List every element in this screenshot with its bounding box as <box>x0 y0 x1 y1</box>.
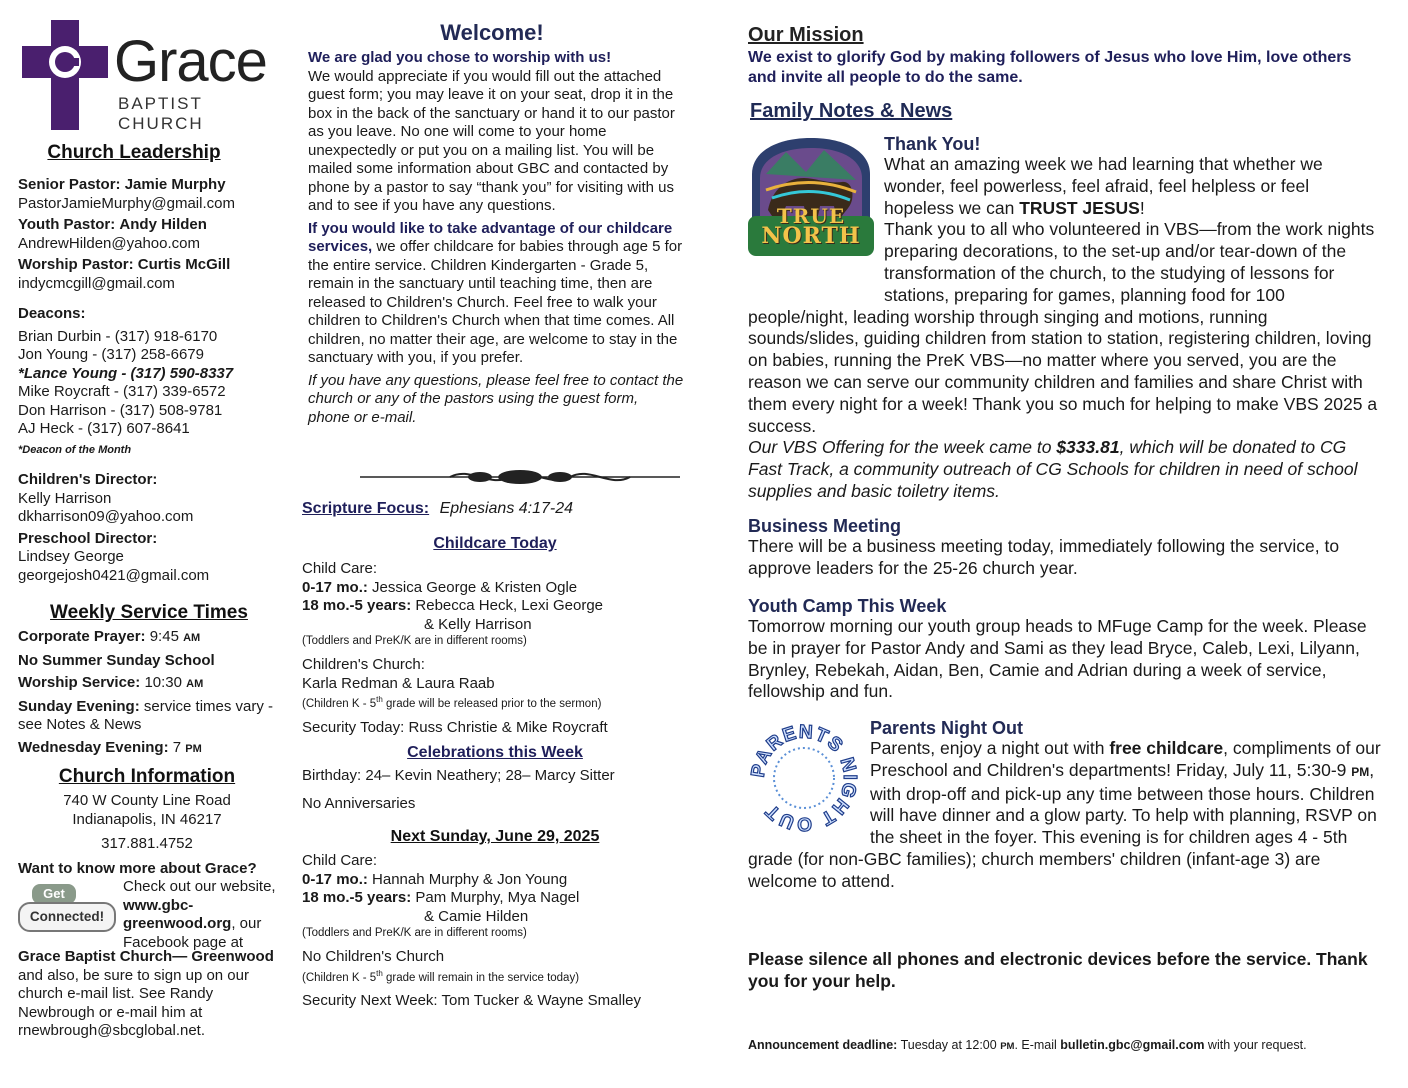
children-director-label: Children's Director: <box>18 471 158 488</box>
birthday-label: Birthday: <box>302 767 362 784</box>
signup-instructions: and also, be sure to sign up on our church e-mail list. See Randy Newbrough or e-mail him at rnewbrough@sbcglobal.net. <box>18 966 249 1039</box>
welcome-paragraph-1: We would appreciate if you would fill out the attached guest form; you may leave it on your seat, drop it in the box in the back of the sanctuary or hand it to our pastor as you leave. No one will come to your home unexpectedly or put you on a mailing list. You will be mailed some information about GBC and contacted by phone by a pastor to say “thank you” for visiting with us and to see if you have any questions. <box>308 67 675 214</box>
preschool-director-name: Lindsey George <box>18 548 124 565</box>
next-infant-names: Hannah Murphy & Jon Young <box>372 870 568 888</box>
church-address <box>16 792 278 854</box>
childcare-today-title: Childcare Today <box>433 535 557 552</box>
scripture-focus <box>302 500 573 518</box>
know-more-question: Want to know more about Grace? <box>18 860 257 877</box>
float-spacer <box>748 738 870 846</box>
deacon-item: Mike Roycraft - (317) 339-6572 <box>18 383 226 400</box>
youth-camp-text: Tomorrow morning our youth group heads to MFuge Camp for the week. Please be in prayer for Pastor Andy and Sami as they lead Bryce, Caleb, Lexi, Lilyann, Brynley, Rebekah, Aidan, Ben, Camie and Adrian during a week of service, fellowship and fun. <box>748 616 1367 702</box>
logo-subtitle: BAPTIST CHURCH <box>118 94 204 133</box>
next-rooms-note: (Toddlers and PreK/K are in different rooms) <box>302 927 527 939</box>
church-logo <box>22 20 282 132</box>
children-director-email[interactable]: dkharrison09@yahoo.com <box>18 508 194 525</box>
corporate-prayer-label: Corporate Prayer: <box>18 628 146 645</box>
childrens-church-label: Children's Church: <box>302 656 425 673</box>
deacons-label: Deacons: <box>18 305 86 322</box>
welcome-paragraph-3: If you have any questions, please feel free to contact the church or any of the pastors using the guest form, phone or e-mail. <box>308 371 684 426</box>
silence-phones-notice: Please silence all phones and electronic devices before the service. Thank you for your help. <box>748 949 1368 991</box>
pno-body <box>748 738 1384 893</box>
service-times-list <box>18 628 278 758</box>
welcome-title: Welcome! <box>440 20 544 45</box>
announcement-deadline <box>748 1038 1388 1052</box>
next-security-label: Security Next Week: <box>302 992 438 1010</box>
senior-pastor-name: Jamie Murphy <box>124 176 226 193</box>
youth-pastor-email[interactable]: AndrewHilden@yahoo.com <box>18 234 200 252</box>
birthday-text: 24– Kevin Neathery; 28– Marcy Sitter <box>365 767 615 784</box>
deadline-email-b: with your request. <box>1204 1038 1307 1052</box>
badge-get: Get <box>32 884 76 904</box>
get-connected-badge[interactable] <box>18 884 116 934</box>
deadline-email-a: . E-mail <box>1014 1038 1061 1052</box>
trust-jesus: TRUST JESUS <box>1019 197 1140 218</box>
pno-b: , compliments of our Preschool and Children's departments! Friday, July 11, 5:30-9 <box>870 738 1381 780</box>
senior-pastor-label: Senior Pastor: <box>18 176 121 193</box>
pno-free-childcare: free childcare <box>1109 738 1224 758</box>
worship-pastor-email[interactable]: indycmcgill@gmail.com <box>18 274 175 292</box>
leadership-title: Church Leadership <box>47 142 221 163</box>
next-sunday-body <box>302 852 684 1011</box>
deacon-note: *Deacon of the Month <box>18 443 132 456</box>
address-line-1: 740 W County Line Road <box>63 792 231 809</box>
security-names: Russ Christie & Mike Roycraft <box>408 718 608 736</box>
deadline-email[interactable]: bulletin.gbc@gmail.com <box>1060 1038 1205 1052</box>
facebook-text: , our Facebook page at <box>123 915 262 951</box>
deacon-item: AJ Heck - (317) 607-8641 <box>18 420 190 437</box>
pno-title: Parents Night Out <box>870 718 1024 738</box>
business-text: There will be a business meeting today, immediately following the service, to approve leaders for the 25-26 church year. <box>748 536 1340 578</box>
leadership-list <box>18 176 284 585</box>
website-text <box>123 878 283 952</box>
service-times-title: Weekly Service Times <box>50 602 248 623</box>
worship-pastor-label: Worship Pastor: <box>18 256 134 273</box>
mission-text: We exist to glorify God by making followers of Jesus who love Him, love others and invite all people to do the same. <box>748 49 1352 86</box>
rooms-note: (Toddlers and PreK/K are in different rooms) <box>302 635 527 647</box>
vbs-logo-bottom: NORTH <box>761 223 861 249</box>
children-director-name: Kelly Harrison <box>18 489 112 507</box>
am-marker: AM <box>183 632 201 644</box>
deacon-item: Jon Young - (317) 258-6679 <box>18 346 204 363</box>
thank-p2: Thank you to all who volunteered in VBS—from the work nights preparing decorations, to the set-up and/or tear-down of the transformation of the church, to the studying of lessons for stations, preparing for games, planning food for 100 people/night, leading worship through singing and motions, running sounds/slides, guiding children from station to station, registering children, loving on babies, running the PreK VBS—no matter where you served, you are the reason we can serve our community children and families and share Christ with them every night for a week! Thank you so much for helping to make VBS 2025 a success. <box>748 219 1378 436</box>
address-line-2: Indianapolis, IN 46217 <box>72 810 222 828</box>
float-spacer <box>748 154 884 306</box>
toddler-names: Rebecca Heck, Lexi George <box>415 597 604 614</box>
childcare-today-body <box>302 560 684 737</box>
thank-you-body <box>748 154 1380 503</box>
preschool-director-label: Preschool Director: <box>18 529 158 547</box>
signup-text <box>18 948 280 1041</box>
th-superscript: th <box>376 968 383 978</box>
toddler-names-2: & Kelly Harrison <box>424 615 532 633</box>
youth-pastor-name: Andy Hilden <box>119 216 207 233</box>
thank-you-title: Thank You! <box>884 134 981 154</box>
infant-label: 0-17 mo.: <box>302 578 368 596</box>
worship-service-time: 10:30 <box>144 674 182 691</box>
ornament-divider-icon <box>360 466 680 488</box>
church-phone[interactable]: 317.881.4752 <box>101 835 193 852</box>
cross-icon <box>22 20 108 130</box>
child-care-label: Child Care: <box>302 560 378 577</box>
no-sunday-school: No Summer Sunday School <box>18 651 215 669</box>
family-notes-title: Family Notes & News <box>750 100 953 122</box>
corporate-prayer-time: 9:45 <box>149 628 179 645</box>
offering-a: Our VBS Offering for the week came to <box>748 437 1057 458</box>
childrens-church-names: Karla Redman & Laura Raab <box>302 674 495 692</box>
offering-b: , which will be donated to CG Fast Track, a community outreach of CG Schools for children in need of school supplies and basic toiletry items. <box>748 437 1358 501</box>
youth-pastor-label: Youth Pastor: <box>18 216 116 233</box>
logo-name: Grace <box>114 29 267 94</box>
sunday-evening-text: service times vary - see Notes & News <box>18 697 274 733</box>
next-toddler-names-2: & Camie Hilden <box>424 907 529 925</box>
cc-note-b: grade will be released prior to the sermon) <box>382 697 602 710</box>
preschool-director-email[interactable]: georgejosh0421@gmail.com <box>18 566 210 584</box>
deadline-time: Tuesday at 12:00 <box>900 1038 997 1052</box>
vbs-logo-top: TRUE <box>776 204 846 228</box>
welcome-body <box>308 49 684 427</box>
scripture-ref: Ephesians 4:17-24 <box>439 500 574 517</box>
th-superscript: th <box>376 695 383 704</box>
next-child-care-label: Child Care: <box>302 852 378 869</box>
wednesday-evening-time: 7 <box>172 738 182 756</box>
business-title: Business Meeting <box>748 516 902 536</box>
deadline-label: Announcement deadline: <box>748 1038 898 1052</box>
check-out-text: Check out our website, <box>123 878 276 895</box>
youth-camp-title: Youth Camp This Week <box>748 596 947 616</box>
church-name-bold: Grace Baptist Church— Greenwood <box>18 948 274 965</box>
next-sunday-title: Next Sunday, June 29, 2025 <box>390 828 600 845</box>
deacon-item: Brian Durbin - (317) 918-6170 <box>18 327 218 345</box>
pno-pm: PM <box>1351 764 1370 779</box>
am-marker: AM <box>186 678 204 690</box>
cc-note-a: (Children K - 5 <box>302 697 377 710</box>
no-childrens-church: No Children's Church <box>302 948 445 965</box>
church-info-title: Church Information <box>58 766 236 787</box>
next-toddler-label: 18 mo.-5 years: <box>302 889 412 906</box>
welcome-glad: We are glad you chose to worship with us! <box>308 49 612 66</box>
anniversaries: No Anniversaries <box>302 794 416 812</box>
next-infant-label: 0-17 mo.: <box>302 870 368 888</box>
wednesday-evening-label: Wednesday Evening: <box>18 738 169 756</box>
pno-a: Parents, enjoy a night out with <box>870 738 1110 758</box>
next-toddler-names: Pam Murphy, Mya Nagel <box>415 889 580 906</box>
sunday-evening-label: Sunday Evening: <box>18 697 140 715</box>
welcome-paragraph-2: we offer childcare for babies through age 5 for the entire service. Children Kindergarten - Grade 5, remain in the sanctuary until teaching time, then are released to Children's Church. Feel free to walk your children to Children's Church when that time comes. All children, no matter their age, are welcome to stay in the sanctuary with you, if you prefer. <box>308 238 683 366</box>
deadline-pm: PM <box>1000 1041 1015 1052</box>
senior-pastor-email[interactable]: PastorJamieMurphy@gmail.com <box>18 194 235 212</box>
mission-title: Our Mission <box>748 24 864 46</box>
security-label: Security Today: <box>302 718 405 736</box>
next-security-names: Tom Tucker & Wayne Smalley <box>441 992 642 1010</box>
infant-names: Jessica George & Kristen Ogle <box>372 578 578 596</box>
toddler-label: 18 mo.-5 years: <box>302 597 412 614</box>
website-link[interactable]: www.gbc-greenwood.org <box>123 896 232 932</box>
celebrations-body <box>302 767 684 813</box>
worship-pastor-name: Curtis McGill <box>137 256 231 273</box>
celebrations-title: Celebrations this Week <box>407 744 583 761</box>
badge-connected: Connected! <box>18 902 116 932</box>
pno-logo-text: PARENTS NIGHT OUT <box>748 722 860 834</box>
worship-service-label: Worship Service: <box>18 674 141 691</box>
deacon-item: *Lance Young - (317) 590-8337 <box>18 364 234 382</box>
next-cc-note-a: (Children K - 5 <box>302 971 377 984</box>
thank-p1a: What an amazing week we had learning that whether we wonder, feel powerless, feel afraid, feel helpless or feel hopeless we can <box>884 154 1323 218</box>
offering-amount: $333.81 <box>1056 437 1120 458</box>
thank-p1b: ! <box>1139 197 1145 218</box>
next-cc-note-b: grade will remain in the service today) <box>382 971 580 984</box>
childcare-bold: If you would like to take advantage of our childcare services, <box>308 219 673 255</box>
pno-c: , with drop-off and pick-up any time between those hours. Children will have dinner and a glow party. To help with planning, RSVP on the sheet in the foyer. This evening is for children ages 4 - 5th grade (for non-GBC families); church members' children (infant-age 3) are welcome to attend. <box>748 759 1377 891</box>
deacon-item: Don Harrison - (317) 508-9781 <box>18 401 223 419</box>
scripture-label: Scripture Focus: <box>302 500 430 517</box>
pm-marker: PM <box>185 742 202 755</box>
